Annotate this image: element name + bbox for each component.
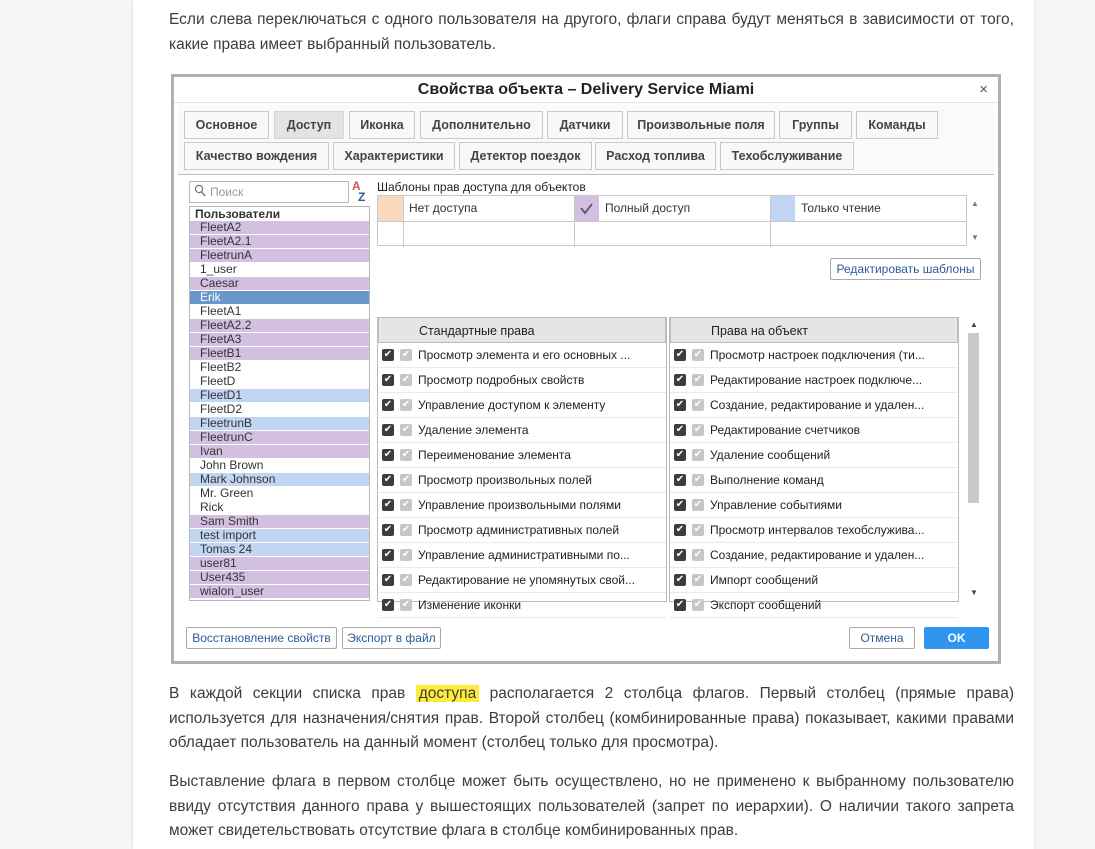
user-list-item[interactable]: Rick [190, 501, 369, 515]
user-list-item[interactable]: User435 [190, 571, 369, 585]
user-list-item[interactable]: Tomas 24 [190, 543, 369, 557]
scroll-up-icon[interactable]: ▲ [970, 320, 978, 329]
template-read-only[interactable]: Только чтение [770, 196, 966, 221]
combined-right-checkbox: ✔ [401, 524, 411, 535]
direct-right-checkbox[interactable]: ✔ [675, 574, 685, 585]
dialog-screenshot [171, 74, 1001, 664]
user-list-item[interactable]: FleetrunC [190, 431, 369, 445]
combined-right-checkbox: ✔ [693, 574, 703, 585]
template-no-access[interactable]: Нет доступа [378, 196, 574, 221]
direct-right-checkbox[interactable]: ✔ [675, 399, 685, 410]
users-list [189, 206, 370, 601]
object-rights-header: Права на объект [670, 317, 958, 343]
direct-right-checkbox[interactable]: ✔ [675, 524, 685, 535]
ok-button[interactable]: OK [924, 627, 989, 649]
paragraph-hierarchy: Выставление флага в первом столбце может быть осуществлено, но не применено к выбранному пользователю ввиду отсутствия данного права у вышестоящих пользователей (запрет по иерархии). О наличии такого запрета может свидетельствовать отсутствие флага в столбце комбинированных прав. [169, 773, 1014, 839]
paragraph-columns: В каждой секции списка прав доступа располагается 2 столбца флагов. Первый столбец (прямые права) используется для назначения/снятия прав. Второй столбец (комбинированные права) показывает, какими правами обладает пользователь на данный момент (столбец только для просмотра). [169, 685, 1014, 751]
right-label: Удаление элемента [418, 423, 529, 437]
rights-panel [377, 317, 962, 612]
right-label: Просмотр произвольных полей [418, 473, 592, 487]
user-list-item[interactable]: FleetB1 [190, 347, 369, 361]
right-label: Выполнение команд [710, 473, 824, 487]
direct-right-checkbox[interactable]: ✔ [383, 599, 393, 610]
combined-right-checkbox: ✔ [693, 524, 703, 535]
combined-right-checkbox: ✔ [401, 399, 411, 410]
combined-right-checkbox: ✔ [693, 449, 703, 460]
templates-scrollbar[interactable] [969, 195, 981, 246]
right-row [670, 418, 958, 443]
standard-rights-header: Стандартные права [378, 317, 666, 343]
combined-right-checkbox: ✔ [401, 474, 411, 485]
user-list-item[interactable]: Caesar [190, 277, 369, 291]
right-row [670, 543, 958, 568]
direct-right-checkbox[interactable]: ✔ [383, 449, 393, 460]
right-label: Переименование элемента [418, 448, 571, 462]
scroll-down-icon[interactable]: ▼ [970, 588, 978, 597]
direct-right-checkbox[interactable]: ✔ [383, 549, 393, 560]
intro-paragraph: Если слева переключаться с одного пользователя на другого, флаги справа будут меняться в зависимости от того, какие права имеет выбранный пользователь. [169, 11, 1014, 53]
direct-right-checkbox[interactable]: ✔ [675, 474, 685, 485]
combined-right-checkbox: ✔ [693, 474, 703, 485]
direct-right-checkbox[interactable]: ✔ [383, 349, 393, 360]
combined-right-checkbox: ✔ [693, 424, 703, 435]
direct-right-checkbox[interactable]: ✔ [383, 399, 393, 410]
rights-scrollbar[interactable] [967, 317, 981, 602]
user-list-item[interactable]: test import [190, 529, 369, 543]
tab-main[interactable]: Основное [184, 111, 269, 139]
search-highlight: доступа [416, 685, 479, 702]
right-row [378, 568, 666, 593]
close-icon[interactable]: × [979, 81, 988, 98]
user-list-item[interactable]: FleetD1 [190, 389, 369, 403]
article-page [133, 0, 1034, 849]
user-list-item[interactable]: FleetD [190, 375, 369, 389]
right-row [670, 568, 958, 593]
right-label: Просмотр элемента и его основных ... [418, 348, 631, 362]
combined-right-checkbox: ✔ [401, 499, 411, 510]
combined-right-checkbox: ✔ [401, 424, 411, 435]
search-input[interactable] [189, 181, 349, 203]
user-list-item[interactable]: Ivan [190, 445, 369, 459]
right-row [378, 443, 666, 468]
user-list-item[interactable]: John Brown [190, 459, 369, 473]
direct-right-checkbox[interactable]: ✔ [675, 349, 685, 360]
tabs-divider [178, 174, 994, 175]
right-label: Управление доступом к элементу [418, 398, 606, 412]
right-label: Управление административными по... [418, 548, 630, 562]
tab-maintenance[interactable]: Техобслуживание [720, 142, 854, 170]
direct-right-checkbox[interactable]: ✔ [383, 524, 393, 535]
right-label: Редактирование настроек подключе... [710, 373, 923, 387]
user-list-item[interactable]: FleetA2.1 [190, 235, 369, 249]
right-row [670, 368, 958, 393]
templates-grid [377, 195, 967, 246]
user-list-item[interactable]: FleetA1 [190, 305, 369, 319]
sort-az-icon[interactable]: A Z [352, 179, 366, 204]
template-swatch [574, 196, 599, 221]
right-row [378, 518, 666, 543]
right-label: Импорт сообщений [710, 573, 819, 587]
object-properties-dialog [174, 77, 998, 661]
direct-right-checkbox[interactable]: ✔ [675, 374, 685, 385]
right-row [378, 343, 666, 368]
combined-right-checkbox: ✔ [401, 349, 411, 360]
combined-right-checkbox: ✔ [693, 374, 703, 385]
tab-advanced[interactable]: Дополнительно [420, 111, 543, 139]
tab-characteristics[interactable]: Характеристики [333, 142, 455, 170]
tab-sensors[interactable]: Датчики [547, 111, 623, 139]
user-list-item[interactable]: FleetrunB [190, 417, 369, 431]
restore-properties-button[interactable]: Восстановление свойств [186, 627, 337, 649]
user-list-item[interactable]: Mr. Green [190, 487, 369, 501]
combined-right-checkbox: ✔ [693, 549, 703, 560]
search-icon [194, 184, 206, 198]
check-icon [574, 196, 599, 221]
direct-right-checkbox[interactable]: ✔ [383, 424, 393, 435]
tab-commands[interactable]: Команды [856, 111, 938, 139]
right-label: Управление произвольными полями [418, 498, 621, 512]
scroll-up-icon[interactable]: ▲ [971, 199, 979, 208]
dialog-title: Свойства объекта – Delivery Service Miami [174, 77, 998, 103]
user-list-item[interactable]: FleetA3 [190, 333, 369, 347]
combined-right-checkbox: ✔ [401, 599, 411, 610]
tab-groups[interactable]: Группы [779, 111, 852, 139]
user-list-item[interactable]: user81 [190, 557, 369, 571]
right-row [378, 493, 666, 518]
direct-right-checkbox[interactable]: ✔ [383, 474, 393, 485]
right-label: Удаление сообщений [710, 448, 831, 462]
scroll-down-icon[interactable]: ▼ [971, 233, 979, 242]
tab-access[interactable]: Доступ [274, 111, 344, 139]
direct-right-checkbox[interactable]: ✔ [675, 499, 685, 510]
right-row [378, 593, 666, 618]
direct-right-checkbox[interactable]: ✔ [675, 449, 685, 460]
user-list-item[interactable]: Sam Smith [190, 515, 369, 529]
right-row [670, 593, 958, 618]
right-row [378, 468, 666, 493]
right-row [670, 518, 958, 543]
user-list-item[interactable]: Erik [190, 291, 369, 305]
right-label: Изменение иконки [418, 598, 522, 612]
right-row [670, 468, 958, 493]
combined-right-checkbox: ✔ [401, 449, 411, 460]
right-row [670, 343, 958, 368]
right-row [378, 368, 666, 393]
search-placeholder: Поиск [210, 185, 244, 199]
right-row [670, 493, 958, 518]
right-label: Просмотр настроек подключения (ти... [710, 348, 925, 362]
right-label: Создание, редактирование и удален... [710, 548, 925, 562]
user-list-item[interactable]: FleetB2 [190, 361, 369, 375]
direct-right-checkbox[interactable]: ✔ [675, 599, 685, 610]
user-list-item[interactable]: wialon_user [190, 585, 369, 599]
template-full-access[interactable]: Полный доступ [574, 196, 770, 221]
right-row [670, 393, 958, 418]
right-label: Просмотр подробных свойств [418, 373, 585, 387]
tab-trip-detector[interactable]: Детектор поездок [459, 142, 592, 170]
combined-right-checkbox: ✔ [401, 374, 411, 385]
combined-right-checkbox: ✔ [693, 349, 703, 360]
right-label: Просмотр интервалов техобслужива... [710, 523, 925, 537]
user-list-item[interactable]: FleetD2 [190, 403, 369, 417]
tab-icon[interactable]: Иконка [349, 111, 415, 139]
template-swatch [770, 196, 795, 221]
tab-driving-quality[interactable]: Качество вождения [184, 142, 329, 170]
right-label: Управление событиями [710, 498, 842, 512]
right-row [378, 418, 666, 443]
edit-templates-button[interactable]: Редактировать шаблоны [830, 258, 981, 280]
combined-right-checkbox: ✔ [693, 399, 703, 410]
template-swatch [378, 196, 403, 221]
combined-right-checkbox: ✔ [401, 574, 411, 585]
user-list-item[interactable]: FleetA2 [190, 221, 369, 235]
object-rights-column [669, 317, 959, 612]
combined-right-checkbox: ✔ [401, 549, 411, 560]
direct-right-checkbox[interactable]: ✔ [383, 574, 393, 585]
combined-right-checkbox: ✔ [693, 499, 703, 510]
right-row [670, 443, 958, 468]
right-label: Редактирование счетчиков [710, 423, 861, 437]
right-label: Экспорт сообщений [710, 598, 822, 612]
cancel-button[interactable]: Отмена [849, 627, 915, 649]
scroll-thumb[interactable] [968, 333, 979, 503]
right-label: Создание, редактирование и удален... [710, 398, 925, 412]
user-list-item[interactable]: Mark Johnson [190, 473, 369, 487]
user-list-item[interactable]: FleetA2.2 [190, 319, 369, 333]
right-label: Редактирование не упомянутых свой... [418, 573, 636, 587]
direct-right-checkbox[interactable]: ✔ [675, 424, 685, 435]
combined-right-checkbox: ✔ [693, 599, 703, 610]
tabs-bar [178, 105, 994, 175]
user-list-item[interactable]: FleetrunA [190, 249, 369, 263]
tab-custom-fields[interactable]: Произвольные поля [627, 111, 775, 139]
export-to-file-button[interactable]: Экспорт в файл [342, 627, 441, 649]
direct-right-checkbox[interactable]: ✔ [675, 549, 685, 560]
user-list-item[interactable]: 1_user [190, 263, 369, 277]
templates-label: Шаблоны прав доступа для объектов [377, 180, 586, 194]
users-list-header: Пользователи [195, 207, 281, 221]
direct-right-checkbox[interactable]: ✔ [383, 499, 393, 510]
right-row [378, 393, 666, 418]
right-row [378, 543, 666, 568]
direct-right-checkbox[interactable]: ✔ [383, 374, 393, 385]
right-label: Просмотр административных полей [418, 523, 620, 537]
standard-rights-column [377, 317, 667, 612]
tab-fuel-consumption[interactable]: Расход топлива [595, 142, 716, 170]
